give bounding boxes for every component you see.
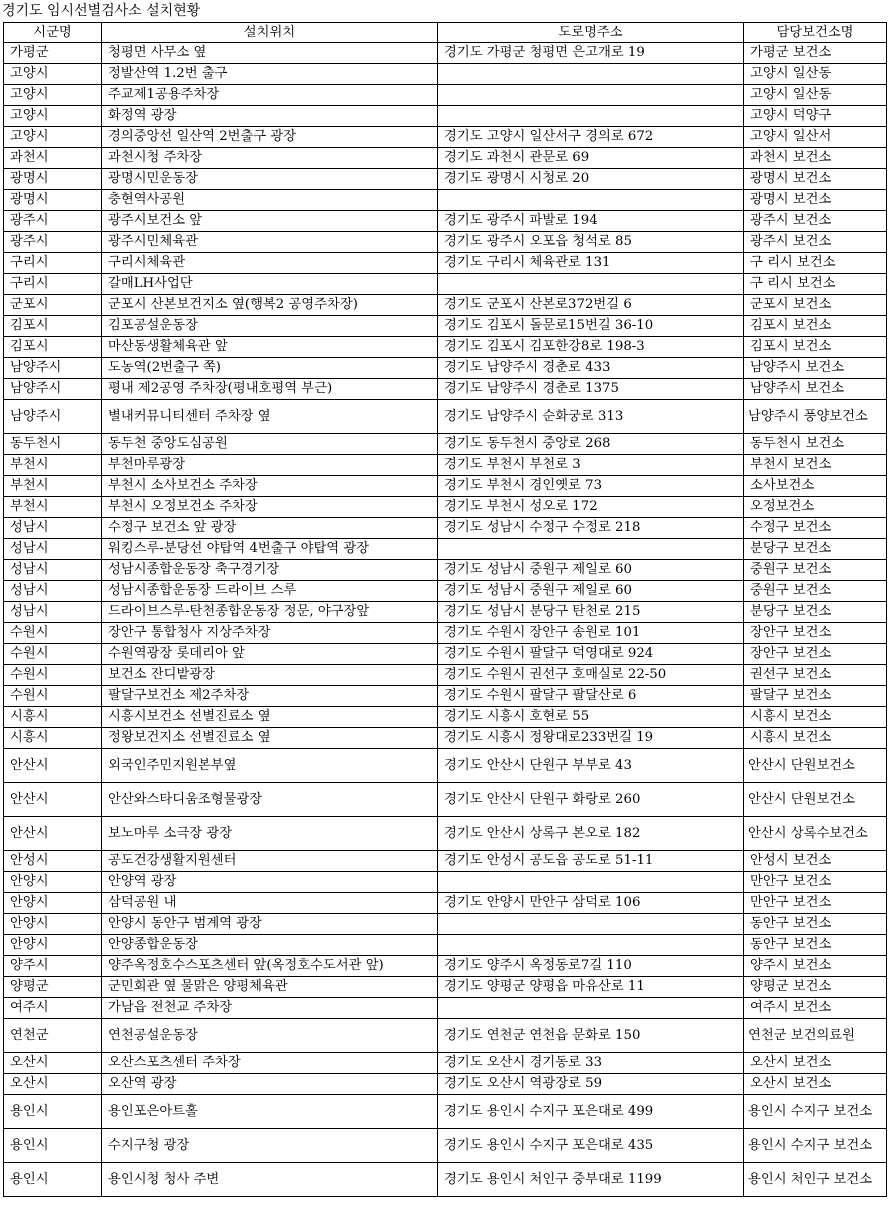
cell-office: 고양시 일산동 xyxy=(744,64,887,85)
cell-address: 경기도 안산시 상록구 본오로 182 xyxy=(438,817,744,851)
cell-address xyxy=(438,190,744,211)
table-row xyxy=(4,379,887,400)
cell-office: 장안구 보건소 xyxy=(744,623,887,644)
cell-region: 광명시 xyxy=(4,169,102,190)
cell-address: 경기도 광명시 시청로 20 xyxy=(438,169,744,190)
cell-location: 도농역(2번출구 쪽) xyxy=(102,358,438,379)
cell-address: 경기도 남양주시 경춘로 1375 xyxy=(438,379,744,400)
cell-location: 삼덕공원 내 xyxy=(102,893,438,914)
table-row xyxy=(4,190,887,211)
cell-region: 안양시 xyxy=(4,914,102,935)
cell-office: 만안구 보건소 xyxy=(744,872,887,893)
table-row xyxy=(4,169,887,190)
table-row xyxy=(4,43,887,64)
cell-location: 정발산역 1.2번 출구 xyxy=(102,64,438,85)
document-title: 경기도 임시선별검사소 설치현황 xyxy=(2,3,201,19)
table-row xyxy=(4,434,887,455)
cell-location: 동두천 중앙도심공원 xyxy=(102,434,438,455)
cell-location: 보노마루 소극장 광장 xyxy=(102,817,438,851)
cell-address: 경기도 용인시 수지구 포은대로 499 xyxy=(438,1095,744,1129)
cell-location: 워킹스루-분당선 야탑역 4번출구 야탑역 광장 xyxy=(102,539,438,560)
cell-location: 부천시 오정보건소 주차장 xyxy=(102,497,438,518)
cell-region: 안양시 xyxy=(4,935,102,956)
header-row xyxy=(4,23,887,43)
cell-region: 남양주시 xyxy=(4,358,102,379)
cell-location: 수지구청 광장 xyxy=(102,1129,438,1163)
cell-address xyxy=(438,85,744,106)
cell-location: 용인시청 청사 주변 xyxy=(102,1163,438,1197)
cell-location: 구리시체육관 xyxy=(102,253,438,274)
cell-region: 수원시 xyxy=(4,623,102,644)
cell-location: 충현역사공원 xyxy=(102,190,438,211)
header-region: 시군명 xyxy=(4,23,102,43)
cell-location: 마산동생활체육관 앞 xyxy=(102,337,438,358)
cell-region: 고양시 xyxy=(4,85,102,106)
cell-location: 성남시종합운동장 드라이브 스루 xyxy=(102,581,438,602)
cell-office: 분당구 보건소 xyxy=(744,539,887,560)
cell-office: 남양주시 보건소 xyxy=(744,379,887,400)
cell-location: 김포공설운동장 xyxy=(102,316,438,337)
cell-region: 안산시 xyxy=(4,749,102,783)
cell-office: 안성시 보건소 xyxy=(744,851,887,872)
cell-location: 용인포은아트홀 xyxy=(102,1095,438,1129)
header-location: 설치위치 xyxy=(102,23,438,43)
table-row xyxy=(4,644,887,665)
table-row xyxy=(4,232,887,253)
cell-location: 안양시 동안구 범계역 광장 xyxy=(102,914,438,935)
cell-office: 중원구 보건소 xyxy=(744,560,887,581)
test-center-table xyxy=(3,22,887,1197)
cell-location: 광명시민운동장 xyxy=(102,169,438,190)
cell-office: 안산시 단원보건소 xyxy=(744,783,887,817)
cell-address xyxy=(438,64,744,85)
cell-region: 구리시 xyxy=(4,274,102,295)
cell-region: 구리시 xyxy=(4,253,102,274)
table-row xyxy=(4,64,887,85)
table-row xyxy=(4,977,887,998)
cell-office: 김포시 보건소 xyxy=(744,337,887,358)
cell-region: 성남시 xyxy=(4,581,102,602)
cell-office: 고양시 일산동 xyxy=(744,85,887,106)
cell-office: 남양주시 풍양보건소 xyxy=(744,400,887,434)
cell-address: 경기도 동두천시 중앙로 268 xyxy=(438,434,744,455)
cell-office: 오정보건소 xyxy=(744,497,887,518)
cell-region: 시흥시 xyxy=(4,707,102,728)
cell-location: 수원역광장 롯데리아 앞 xyxy=(102,644,438,665)
cell-office: 군포시 보건소 xyxy=(744,295,887,316)
table-row xyxy=(4,127,887,148)
cell-address: 경기도 안산시 단원구 부부로 43 xyxy=(438,749,744,783)
cell-office: 고양시 일산서 xyxy=(744,127,887,148)
cell-region: 양주시 xyxy=(4,956,102,977)
cell-location: 연천공설운동장 xyxy=(102,1019,438,1053)
cell-address: 경기도 가평군 청평면 은고개로 19 xyxy=(438,43,744,64)
cell-location: 오산역 광장 xyxy=(102,1074,438,1095)
table-row xyxy=(4,998,887,1019)
table-row xyxy=(4,518,887,539)
table-row xyxy=(4,817,887,851)
cell-region: 고양시 xyxy=(4,106,102,127)
cell-region: 수원시 xyxy=(4,665,102,686)
cell-region: 고양시 xyxy=(4,127,102,148)
cell-address: 경기도 오산시 역광장로 59 xyxy=(438,1074,744,1095)
cell-location: 평내 제2공영 주차장(평내호평역 부근) xyxy=(102,379,438,400)
cell-region: 용인시 xyxy=(4,1129,102,1163)
cell-address: 경기도 과천시 관문로 69 xyxy=(438,148,744,169)
cell-address: 경기도 성남시 수정구 수정로 218 xyxy=(438,518,744,539)
table-row xyxy=(4,851,887,872)
cell-office: 용인시 처인구 보건소 xyxy=(744,1163,887,1197)
cell-region: 김포시 xyxy=(4,337,102,358)
table-row xyxy=(4,316,887,337)
cell-office: 연천군 보건의료원 xyxy=(744,1019,887,1053)
cell-region: 용인시 xyxy=(4,1095,102,1129)
cell-region: 부천시 xyxy=(4,497,102,518)
table-row xyxy=(4,728,887,749)
cell-address: 경기도 성남시 중원구 제일로 60 xyxy=(438,581,744,602)
cell-address: 경기도 용인시 수지구 포은대로 435 xyxy=(438,1129,744,1163)
table-row xyxy=(4,872,887,893)
cell-region: 안성시 xyxy=(4,851,102,872)
cell-region: 용인시 xyxy=(4,1163,102,1197)
cell-address: 경기도 군포시 산본로372번길 6 xyxy=(438,295,744,316)
cell-region: 안산시 xyxy=(4,783,102,817)
cell-address: 경기도 성남시 중원구 제일로 60 xyxy=(438,560,744,581)
table-row xyxy=(4,893,887,914)
cell-location: 부천마루광장 xyxy=(102,455,438,476)
cell-address xyxy=(438,935,744,956)
cell-office: 안산시 단원보건소 xyxy=(744,749,887,783)
cell-location: 경의중앙선 일산역 2번출구 광장 xyxy=(102,127,438,148)
cell-address: 경기도 광주시 오포읍 청석로 85 xyxy=(438,232,744,253)
cell-address xyxy=(438,274,744,295)
cell-region: 남양주시 xyxy=(4,400,102,434)
cell-region: 가평군 xyxy=(4,43,102,64)
cell-address xyxy=(438,106,744,127)
cell-region: 군포시 xyxy=(4,295,102,316)
cell-location: 성남시종합운동장 축구경기장 xyxy=(102,560,438,581)
cell-office: 분당구 보건소 xyxy=(744,602,887,623)
cell-region: 여주시 xyxy=(4,998,102,1019)
cell-location: 청평면 사무소 옆 xyxy=(102,43,438,64)
cell-office: 동안구 보건소 xyxy=(744,914,887,935)
table-row xyxy=(4,358,887,379)
table-row xyxy=(4,295,887,316)
cell-office: 남양주시 보건소 xyxy=(744,358,887,379)
table-row xyxy=(4,581,887,602)
cell-region: 오산시 xyxy=(4,1074,102,1095)
table-row xyxy=(4,749,887,783)
cell-office: 시흥시 보건소 xyxy=(744,728,887,749)
cell-address: 경기도 안성시 공도읍 공도로 51-11 xyxy=(438,851,744,872)
cell-location: 군포시 산본보건지소 옆(행복2 공영주차장) xyxy=(102,295,438,316)
cell-address: 경기도 성남시 분당구 탄천로 215 xyxy=(438,602,744,623)
cell-location: 공도건강생활지원센터 xyxy=(102,851,438,872)
cell-region: 고양시 xyxy=(4,64,102,85)
cell-region: 오산시 xyxy=(4,1053,102,1074)
cell-location: 화정역 광장 xyxy=(102,106,438,127)
cell-address: 경기도 고양시 일산서구 경의로 672 xyxy=(438,127,744,148)
cell-region: 안양시 xyxy=(4,893,102,914)
cell-region: 광주시 xyxy=(4,232,102,253)
cell-address: 경기도 광주시 파발로 194 xyxy=(438,211,744,232)
cell-location: 안양종합운동장 xyxy=(102,935,438,956)
table-row xyxy=(4,1019,887,1053)
table-body xyxy=(4,43,887,1197)
cell-location: 별내커뮤니티센터 주차장 옆 xyxy=(102,400,438,434)
table-row xyxy=(4,935,887,956)
cell-office: 양평군 보건소 xyxy=(744,977,887,998)
table-row xyxy=(4,623,887,644)
cell-office: 동안구 보건소 xyxy=(744,935,887,956)
cell-office: 구 리시 보건소 xyxy=(744,253,887,274)
cell-location: 수정구 보건소 앞 광장 xyxy=(102,518,438,539)
cell-region: 남양주시 xyxy=(4,379,102,400)
cell-address: 경기도 수원시 장안구 송원로 101 xyxy=(438,623,744,644)
table-row xyxy=(4,783,887,817)
cell-location: 안산와스타디움조형물광장 xyxy=(102,783,438,817)
cell-location: 양주옥정호수스포츠센터 앞(옥정호수도서관 앞) xyxy=(102,956,438,977)
cell-address: 경기도 시흥시 정왕대로233번길 19 xyxy=(438,728,744,749)
cell-office: 용인시 수지구 보건소 xyxy=(744,1095,887,1129)
table-row xyxy=(4,1053,887,1074)
cell-location: 장안구 통합청사 지상주차장 xyxy=(102,623,438,644)
table-row xyxy=(4,455,887,476)
cell-address: 경기도 용인시 처인구 중부대로 1199 xyxy=(438,1163,744,1197)
cell-office: 팔달구 보건소 xyxy=(744,686,887,707)
cell-office: 시흥시 보건소 xyxy=(744,707,887,728)
table-row xyxy=(4,1129,887,1163)
cell-office: 오산시 보건소 xyxy=(744,1074,887,1095)
table-row xyxy=(4,497,887,518)
cell-address xyxy=(438,539,744,560)
cell-address: 경기도 수원시 팔달구 팔달산로 6 xyxy=(438,686,744,707)
cell-office: 고양시 덕양구 xyxy=(744,106,887,127)
cell-office: 소사보건소 xyxy=(744,476,887,497)
cell-location: 광주시보건소 앞 xyxy=(102,211,438,232)
cell-region: 성남시 xyxy=(4,560,102,581)
table-row xyxy=(4,539,887,560)
table-row xyxy=(4,211,887,232)
cell-location: 과천시청 주차장 xyxy=(102,148,438,169)
table-row xyxy=(4,914,887,935)
table-row xyxy=(4,1095,887,1129)
cell-office: 여주시 보건소 xyxy=(744,998,887,1019)
cell-office: 양주시 보건소 xyxy=(744,956,887,977)
cell-office: 광명시 보건소 xyxy=(744,190,887,211)
cell-office: 수정구 보건소 xyxy=(744,518,887,539)
cell-location: 주교제1공용주차장 xyxy=(102,85,438,106)
cell-office: 권선구 보건소 xyxy=(744,665,887,686)
cell-location: 시흥시보건소 선별진료소 옆 xyxy=(102,707,438,728)
cell-region: 광명시 xyxy=(4,190,102,211)
cell-address: 경기도 구리시 체육관로 131 xyxy=(438,253,744,274)
table-row xyxy=(4,560,887,581)
cell-location: 부천시 소사보건소 주차장 xyxy=(102,476,438,497)
cell-office: 광주시 보건소 xyxy=(744,232,887,253)
cell-office: 용인시 수지구 보건소 xyxy=(744,1129,887,1163)
table-row xyxy=(4,1074,887,1095)
table-row xyxy=(4,253,887,274)
cell-region: 양평군 xyxy=(4,977,102,998)
cell-office: 광명시 보건소 xyxy=(744,169,887,190)
cell-address: 경기도 부천시 성오로 172 xyxy=(438,497,744,518)
cell-region: 연천군 xyxy=(4,1019,102,1053)
cell-region: 성남시 xyxy=(4,602,102,623)
cell-region: 안양시 xyxy=(4,872,102,893)
cell-office: 구 리시 보건소 xyxy=(744,274,887,295)
cell-office: 부천시 보건소 xyxy=(744,455,887,476)
table-row xyxy=(4,148,887,169)
cell-address: 경기도 시흥시 호현로 55 xyxy=(438,707,744,728)
cell-region: 과천시 xyxy=(4,148,102,169)
cell-office: 과천시 보건소 xyxy=(744,148,887,169)
cell-location: 가남읍 전천교 주차장 xyxy=(102,998,438,1019)
cell-address: 경기도 오산시 경기동로 33 xyxy=(438,1053,744,1074)
cell-address xyxy=(438,998,744,1019)
table-row xyxy=(4,337,887,358)
cell-location: 드라이브스루-탄천종합운동장 정문, 야구장앞 xyxy=(102,602,438,623)
cell-location: 갈매LH사업단 xyxy=(102,274,438,295)
cell-address: 경기도 연천군 연천읍 문화로 150 xyxy=(438,1019,744,1053)
cell-location: 정왕보건지소 선별진료소 옆 xyxy=(102,728,438,749)
cell-address xyxy=(438,914,744,935)
cell-location: 외국인주민지원본부옆 xyxy=(102,749,438,783)
cell-address: 경기도 수원시 팔달구 덕영대로 924 xyxy=(438,644,744,665)
table-row xyxy=(4,476,887,497)
table-row xyxy=(4,400,887,434)
cell-address: 경기도 안산시 단원구 화랑로 260 xyxy=(438,783,744,817)
header-address: 도로명주소 xyxy=(438,23,744,43)
cell-location: 팔달구보건소 제2주차장 xyxy=(102,686,438,707)
cell-location: 오산스포츠센터 주차장 xyxy=(102,1053,438,1074)
table-row xyxy=(4,956,887,977)
cell-address: 경기도 수원시 권선구 호매실로 22-50 xyxy=(438,665,744,686)
table-row xyxy=(4,274,887,295)
cell-office: 만안구 보건소 xyxy=(744,893,887,914)
cell-address: 경기도 양평군 양평읍 마유산로 11 xyxy=(438,977,744,998)
cell-region: 부천시 xyxy=(4,455,102,476)
cell-office: 중원구 보건소 xyxy=(744,581,887,602)
cell-office: 오산시 보건소 xyxy=(744,1053,887,1074)
cell-region: 안산시 xyxy=(4,817,102,851)
cell-office: 동두천시 보건소 xyxy=(744,434,887,455)
cell-region: 성남시 xyxy=(4,518,102,539)
cell-address: 경기도 남양주시 경춘로 433 xyxy=(438,358,744,379)
table-row xyxy=(4,1163,887,1197)
cell-region: 동두천시 xyxy=(4,434,102,455)
cell-region: 광주시 xyxy=(4,211,102,232)
cell-address: 경기도 김포시 돌문로15번길 36-10 xyxy=(438,316,744,337)
cell-office: 광주시 보건소 xyxy=(744,211,887,232)
cell-location: 광주시민체육관 xyxy=(102,232,438,253)
cell-address: 경기도 남양주시 순화궁로 313 xyxy=(438,400,744,434)
table-row xyxy=(4,665,887,686)
cell-region: 수원시 xyxy=(4,644,102,665)
table-row xyxy=(4,602,887,623)
cell-location: 군민회관 옆 물맑은 양평체육관 xyxy=(102,977,438,998)
header-office: 담당보건소명 xyxy=(744,23,887,43)
cell-region: 시흥시 xyxy=(4,728,102,749)
cell-address: 경기도 부천시 부천로 3 xyxy=(438,455,744,476)
cell-office: 안산시 상록수보건소 xyxy=(744,817,887,851)
cell-address: 경기도 안양시 만안구 삼덕로 106 xyxy=(438,893,744,914)
cell-region: 성남시 xyxy=(4,539,102,560)
cell-office: 장안구 보건소 xyxy=(744,644,887,665)
cell-location: 안양역 광장 xyxy=(102,872,438,893)
table-row xyxy=(4,85,887,106)
cell-address: 경기도 김포시 김포한강8로 198-3 xyxy=(438,337,744,358)
table-row xyxy=(4,686,887,707)
cell-location: 보건소 잔디밭광장 xyxy=(102,665,438,686)
cell-address xyxy=(438,872,744,893)
cell-region: 부천시 xyxy=(4,476,102,497)
cell-region: 김포시 xyxy=(4,316,102,337)
table-row xyxy=(4,106,887,127)
cell-address: 경기도 양주시 옥정동로7길 110 xyxy=(438,956,744,977)
cell-office: 가평군 보건소 xyxy=(744,43,887,64)
cell-address: 경기도 부천시 경인옛로 73 xyxy=(438,476,744,497)
cell-region: 수원시 xyxy=(4,686,102,707)
cell-office: 김포시 보건소 xyxy=(744,316,887,337)
table-row xyxy=(4,707,887,728)
